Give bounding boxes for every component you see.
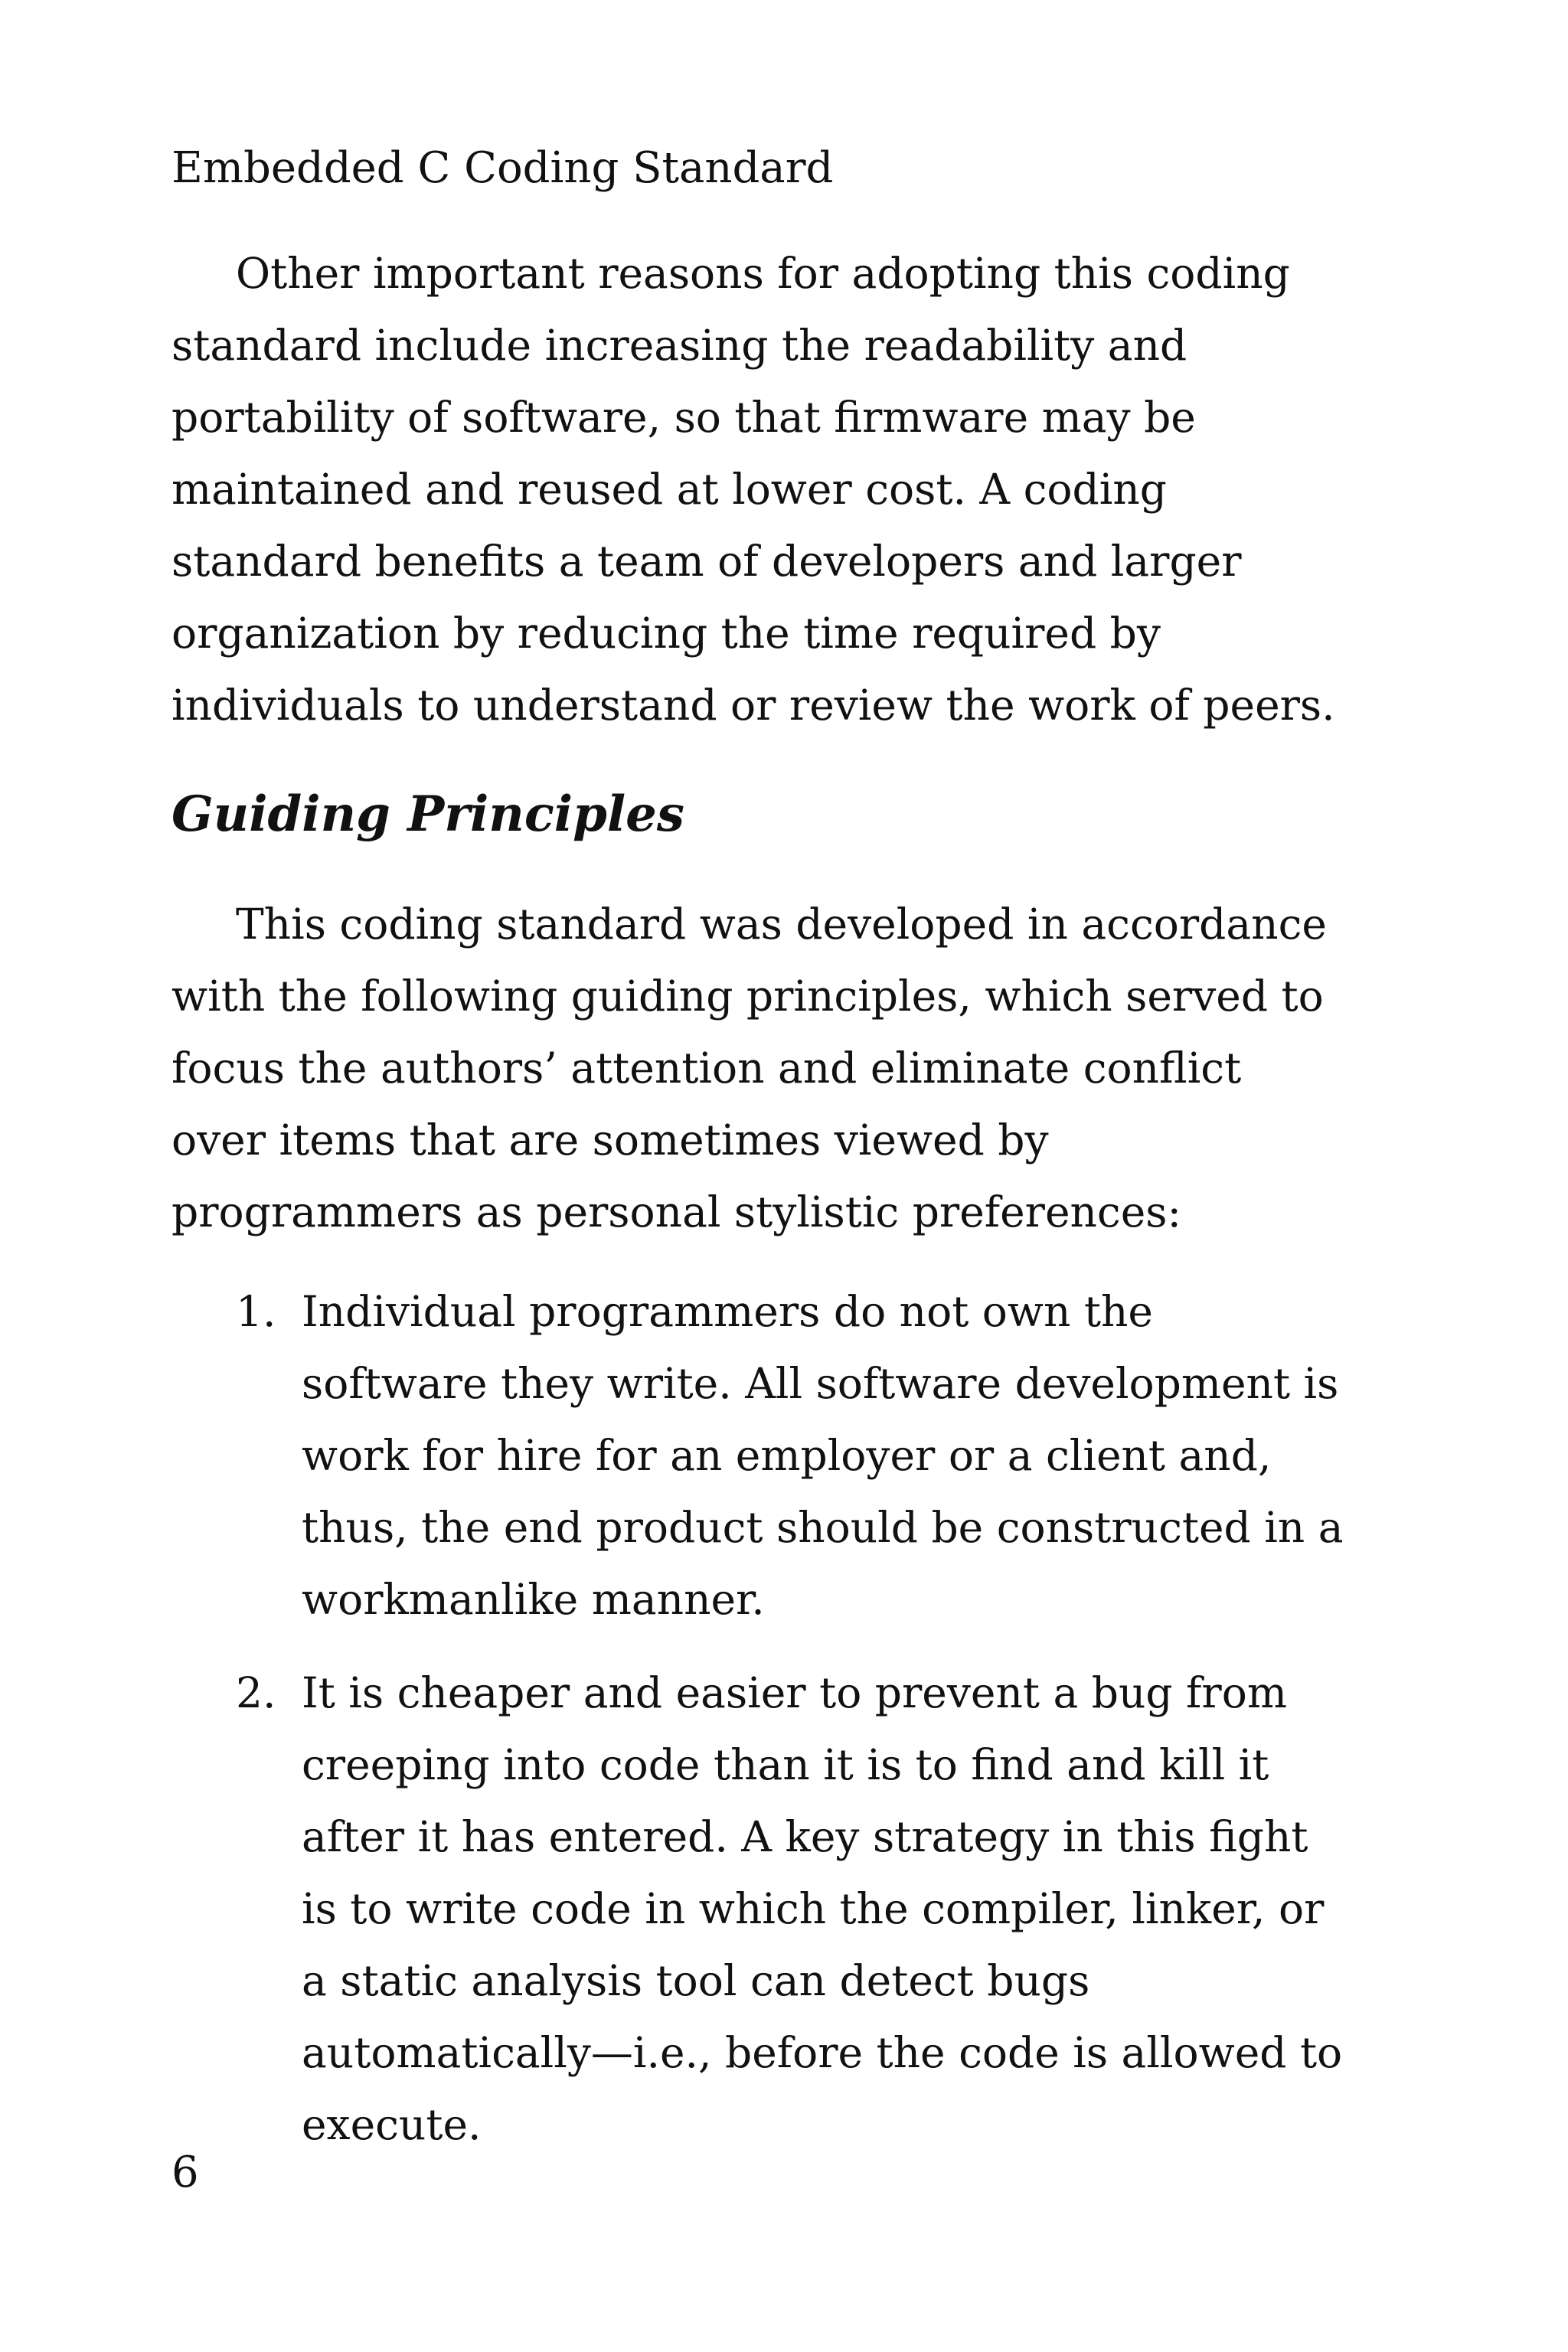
running-header: Embedded C Coding Standard xyxy=(172,143,834,193)
principles-list xyxy=(172,1276,1351,2182)
section-heading: Guiding Principles xyxy=(172,786,684,843)
list-item-text: Individual programmers do not own the software they write. All software development is work for hire for an employer or a client and, thus, the end product should be constructed in a workmanlike manner. xyxy=(302,1287,1344,1624)
list-item-number: 2. xyxy=(236,1668,276,1717)
list-item-number: 1. xyxy=(236,1287,276,1336)
intro-paragraph: Other important reasons for adopting this coding standard include increasing the readability and portability of software, so that firmware may be maintained and reused at lower cost. A coding standard benefits a team of developers and larger organization by reducing the time required by individuals to understand or review the work of peers. xyxy=(172,249,1335,730)
page-number: 6 xyxy=(172,2148,199,2197)
list-item-text: It is cheaper and easier to prevent a bug from creeping into code than it is to find and kill it after it has entered. A key strategy in this fight is to write code in which the compiler, linker, or a static analysis tool can detect bugs automatically—i.e., before the code is allowed to execute. xyxy=(302,1668,1343,2149)
section-paragraph: This coding standard was developed in accordance with the following guiding principles, which served to focus the authors’ attention and eliminate conflict over items that are sometimes viewed by programmers as personal stylistic preferences: xyxy=(172,900,1327,1236)
list-item xyxy=(172,1276,1351,1635)
list-item xyxy=(172,1657,1351,2161)
